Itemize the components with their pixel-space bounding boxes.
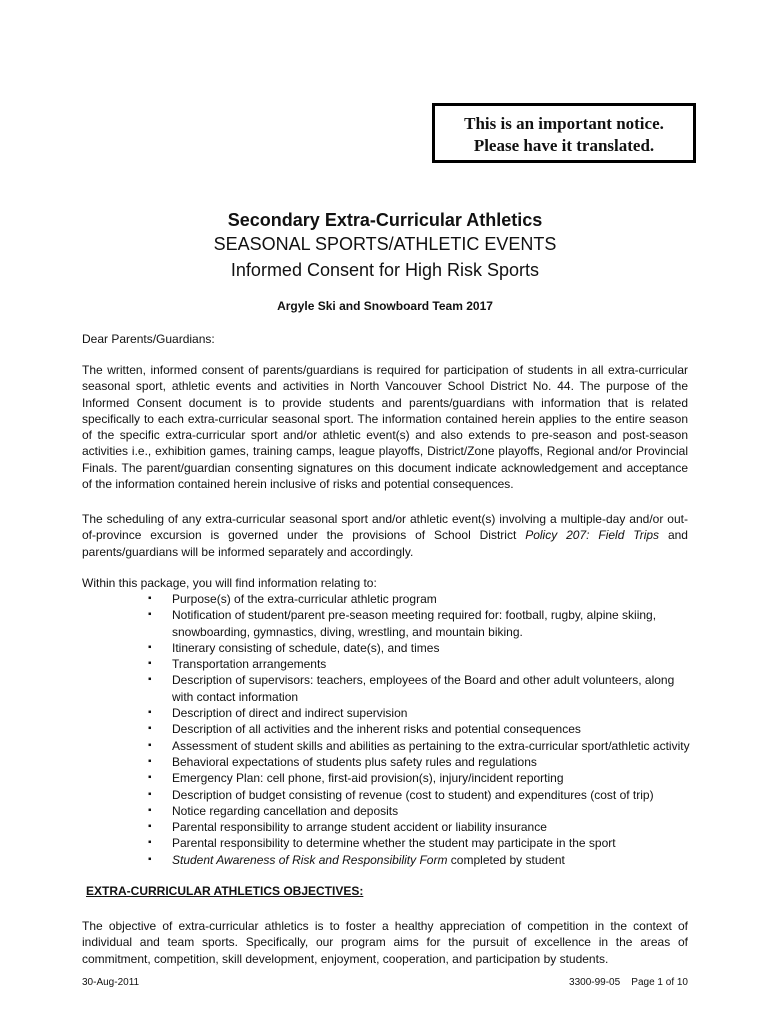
document-title: Secondary Extra-Curricular Athletics [227,210,543,230]
objectives-heading: EXTRA-CURRICULAR ATHLETICS OBJECTIVES: [86,884,364,898]
bullet-icon: ▪ [148,707,152,719]
list-item: ▪ Parental responsibility to arrange student accident or liability insurance [148,820,547,835]
objectives-paragraph: The objective of extra-curricular athletics is to foster a healthy appreciation of competition in the context of individual and team sports. Specifically, our program aims for the pursuit of excellence in the areas of commitment, competition, skill development, enjoyment, cooperation, and participation by students. [82,919,688,966]
list-item: ▪ Purpose(s) of the extra-curricular athletic program [148,592,437,606]
list-item: ▪ Description of supervisors: teachers, employees of the Board and other adult volunteers, along with contact information [148,673,675,704]
list-item: ▪ Student Awareness of Risk and Responsibility Form completed by student [148,852,565,867]
bullet-icon: ▪ [148,674,152,686]
list-item: ▪ Description of budget consisting of revenue (cost to student) and expenditures (cost of trip) [148,787,654,802]
document-subtitle: SEASONAL SPORTS/ATHLETIC EVENTS [213,234,557,254]
bullet-icon: ▪ [148,658,152,670]
list-item: ▪ Description of all activities and the inherent risks and potential consequences [148,722,581,737]
policy-reference: Policy 207: Field Trips [525,528,660,543]
list-item: ▪ Parental responsibility to determine whether the student may participate in the sport [148,836,616,851]
intro-paragraph: The written, informed consent of parents/guardians is required for participation of students in all extra-curricular seasonal sport, athletic events and activities in North Vancouver School District No. 44. The purpose of the Informed Consent document is to provide students and parents/guardians with information that is related specifically to each extra-curricular seasonal sport. The information contained herein applies to the entire season of the specific extra-curricular sport and/or athletic event(s) and also extends to pre-season and post-season activities i.e., exhibition games, training camps, league playoffs, District/Zone playoffs, Regional and/or Provincial Finals. The parent/guardian consenting signatures on this document indicate acknowledgement and acceptance of the information contained herein inclusive of risks and potential consequences. [82,363,688,492]
list-item: ▪ Behavioral expectations of students plus safety rules and regulations [148,754,537,769]
list-item: ▪ Emergency Plan: cell phone, first-aid provision(s), injury/incident reporting [148,771,564,786]
field-trip-text-b: and parents/guardians will be informed separately and accordingly. [82,528,688,559]
field-trip-text-a: The scheduling of any extra-curricular seasonal sport and/or athletic event(s) involving a multiple-day and/or out-of-province excursion is governed under the provisions of School District [82,512,688,543]
bullet-icon: ▪ [148,609,152,621]
salutation: Dear Parents/Guardians: [82,332,215,346]
footer-date: 30-Aug-2011 [82,977,140,988]
package-intro: Within this package, you will find information relating to: [82,576,377,590]
bullet-icon: ▪ [148,593,152,604]
list-item: ▪ Notice regarding cancellation and deposits [148,803,399,818]
document-subtitle-2: Informed Consent for High Risk Sports [230,260,540,280]
bullet-icon: ▪ [148,804,152,816]
notice-line-1: This is an important notice. [464,114,664,133]
list-item: ▪ Notification of student/parent pre-season meeting required for: football, rugby, alpine skiing, snowboarding, gymnastics, diving, wrestling, and mountain biking. [148,608,657,639]
list-item: ▪ Assessment of student skills and abilities as pertaining to the extra-curricular sport/athletic activity [148,738,690,753]
bullet-icon: ▪ [148,755,152,767]
form-reference: Student Awareness of Risk and Responsibility Form [172,852,448,867]
footer-page-number: 3300-99-05 Page 1 of 10 [569,977,688,988]
bullet-icon: ▪ [148,821,152,833]
bullet-icon: ▪ [148,853,152,865]
list-item: ▪ Description of direct and indirect supervision [148,706,408,721]
field-trip-paragraph [82,511,688,560]
bullet-icon: ▪ [148,788,152,800]
translation-notice-box [432,103,696,163]
bullet-icon: ▪ [148,739,152,751]
bullet-icon: ▪ [148,641,152,653]
package-contents-list [148,591,692,868]
bullet-icon: ▪ [148,837,152,849]
bullet-icon: ▪ [148,772,152,784]
list-item: ▪ Itinerary consisting of schedule, date(s), and times [148,640,440,655]
notice-line-2: Please have it translated. [473,136,655,155]
list-item: ▪ Transportation arrangements [148,657,327,672]
team-name: Argyle Ski and Snowboard Team 2017 [277,299,493,313]
bullet-icon: ▪ [148,723,152,735]
